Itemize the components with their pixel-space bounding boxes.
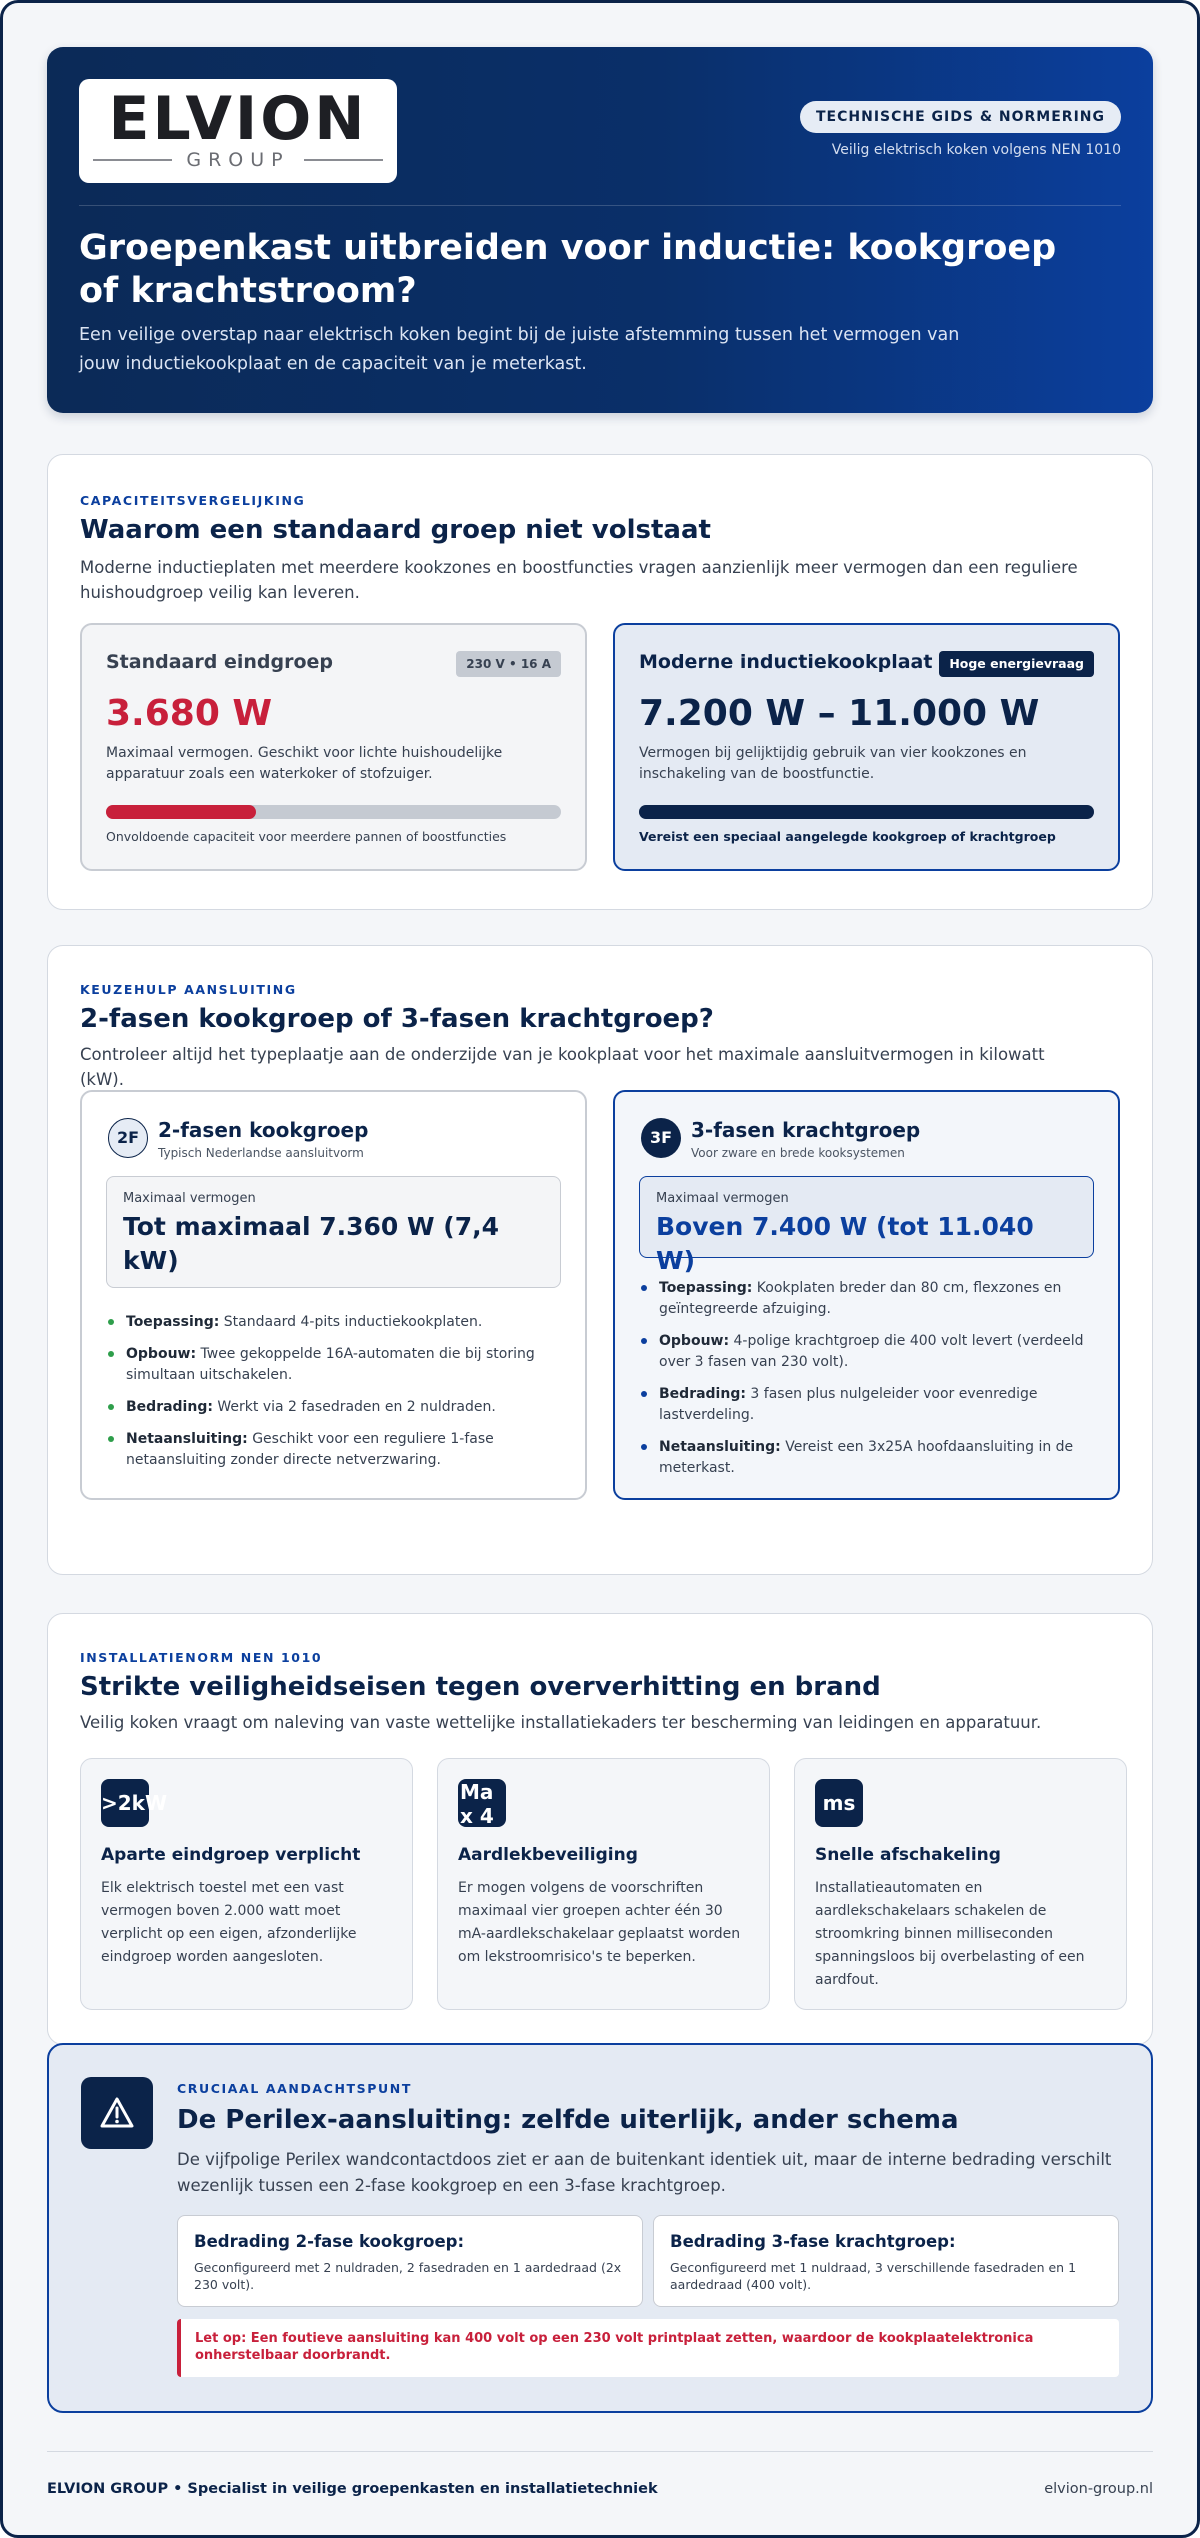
induction-card — [613, 623, 1120, 871]
phases-eyebrow: KEUZEHULP AANSLUITING — [80, 982, 297, 997]
safety-card-afschakeling — [794, 1758, 1127, 2010]
two-phase-list — [106, 1312, 561, 1482]
logo-group-text: GROUP — [186, 149, 290, 171]
standard-group-note: Onvoldoende capaciteit voor meerdere pannen of boostfuncties — [106, 829, 507, 844]
three-phase-card — [613, 1090, 1120, 1500]
standard-capacity-bar — [106, 805, 561, 819]
safety-card-title: Aparte eindgroep verplicht — [101, 1845, 361, 1865]
two-phase-icon: 2F — [108, 1118, 148, 1158]
footer-website-link[interactable]: elvion-group.nl — [1044, 2481, 1153, 2497]
wiring-card-title: Bedrading 2-fase kookgroep: — [194, 2232, 465, 2251]
induction-title: Moderne inductiekookplaat — [639, 651, 933, 673]
safety-card-text: Er mogen volgens de voorschriften maximaal vier groepen achter één 30 mA-aardlekschakelaar geplaatst worden om lekstroomrisico's te beperken. — [458, 1880, 741, 1965]
phases-title: 2-fasen kookgroep of 3-fasen krachtgroep? — [80, 1004, 714, 1034]
phases-description: Controleer altijd het typeplaatje aan de onderzijde van je kookplaat voor het maximale aansluitvermogen in kilowatt (kW). — [80, 1045, 1045, 1089]
wiring-card-text: Geconfigureerd met 2 nuldraden, 2 fasedraden en 1 aardedraad (2x 230 volt). — [194, 2260, 622, 2292]
three-phase-title: 3-fasen krachtgroep — [691, 1118, 921, 1142]
safety-description: Veilig koken vraagt om naleving van vaste wettelijke installatiekaders ter bescherming van leidingen en apparatuur. — [80, 1713, 1042, 1732]
capacity-title: Waarom een standaard groep niet volstaat — [80, 515, 711, 545]
induction-value: 7.200 W – 11.000 W — [639, 693, 1040, 734]
bullet-dot — [108, 1436, 114, 1442]
safety-card-title: Aardlekbeveiliging — [458, 1845, 638, 1865]
three-phase-power-label: Maximaal vermogen — [656, 1191, 789, 1206]
safety-card-eindgroep — [80, 1758, 413, 2010]
perilex-description: De vijfpolige Perilex wandcontactdoos ziet er aan de buitenkant identiek uit, maar de interne bedrading verschilt wezenlijk tussen een 2-fase kookgroep en een 3-fase krachtgroep. — [177, 2150, 1112, 2195]
item-label: Toepassing: — [126, 1314, 220, 1330]
induction-text: Vermogen bij gelijktijdig gebruik van vier kookzones en inschakeling van de boostfunctie. — [639, 745, 1027, 782]
hero-divider — [79, 205, 1121, 206]
list-item — [106, 1397, 561, 1418]
standard-capacity-fill — [106, 805, 256, 819]
induction-tag: Hoge energievraag — [939, 651, 1094, 677]
item-text: Vereist een 3x25A hoofdaansluiting in de meterkast. — [659, 1439, 1074, 1476]
item-text: 4-polige krachtgroep die 400 volt levert (verdeeld over 3 fasen van 230 volt). — [659, 1333, 1084, 1370]
safety-card-title: Snelle afschakeling — [815, 1845, 1001, 1865]
page-subtitle: Een veilige overstap naar elektrisch koken begint bij de juiste afstemming tussen het vermogen van jouw inductiekookplaat en de capaciteit van je meterkast. — [79, 325, 960, 374]
list-item — [639, 1278, 1094, 1320]
logo-wordmark: ELVION — [108, 84, 368, 154]
capacity-eyebrow: CAPACITEITSVERGELIJKING — [80, 493, 306, 508]
bullet-dot — [641, 1338, 647, 1344]
list-item — [639, 1437, 1094, 1479]
standard-group-tag: 230 V • 16 A — [456, 651, 561, 677]
bullet-dot — [108, 1319, 114, 1325]
two-phase-title: 2-fasen kookgroep — [158, 1118, 369, 1142]
capacity-section — [47, 454, 1153, 910]
three-phase-subtitle: Voor zware en brede kooksystemen — [691, 1146, 905, 1160]
perilex-warning-alert: Let op: Een foutieve aansluiting kan 400 volt op een 230 volt printplaat zetten, waardoor de kookplaatelektronica onherstelbaar doorbrandt. — [177, 2319, 1119, 2377]
bullet-dot — [108, 1404, 114, 1410]
induction-capacity-fill — [639, 805, 1094, 819]
warning-triangle-icon — [81, 2077, 153, 2149]
max-groups-icon: Max 4 — [458, 1779, 506, 1827]
item-text: Twee gekoppelde 16A-automaten die bij storing simultaan uitschakelen. — [126, 1346, 535, 1383]
power-limit-icon: >2kW — [101, 1779, 149, 1827]
perilex-callout — [47, 2043, 1153, 2413]
list-item — [106, 1312, 561, 1333]
wiring-2-phase-card — [177, 2215, 643, 2307]
logo-subline — [93, 149, 383, 171]
standard-group-card — [80, 623, 587, 871]
three-phase-list — [639, 1278, 1094, 1490]
induction-capacity-bar — [639, 805, 1094, 819]
item-label: Netaansluiting: — [659, 1439, 781, 1455]
item-label: Netaansluiting: — [126, 1431, 248, 1447]
bullet-dot — [641, 1444, 647, 1450]
perilex-title: De Perilex-aansluiting: zelfde uiterlijk, ander schema — [177, 2105, 959, 2135]
list-item — [106, 1344, 561, 1386]
item-label: Opbouw: — [126, 1346, 197, 1362]
perilex-eyebrow: CRUCIAAL AANDACHTSPUNT — [177, 2081, 412, 2096]
wiring-card-text: Geconfigureerd met 1 nuldraad, 3 verschillende fasedraden en 1 aardedraad (400 volt). — [670, 2260, 1077, 2292]
safety-eyebrow: INSTALLATIENORM NEN 1010 — [80, 1650, 323, 1665]
guide-badge: TECHNISCHE GIDS & NORMERING — [800, 101, 1121, 133]
item-text: Standaard 4-pits inductiekookplaten. — [219, 1314, 483, 1330]
milliseconds-icon: ms — [815, 1779, 863, 1827]
bullet-dot — [641, 1391, 647, 1397]
three-phase-icon: 3F — [641, 1118, 681, 1158]
logo-line-left — [93, 159, 172, 161]
footer-divider — [47, 2451, 1153, 2452]
phases-section — [47, 945, 1153, 1575]
logo-line-right — [304, 159, 383, 161]
two-phase-subtitle: Typisch Nederlandse aansluitvorm — [158, 1146, 364, 1160]
page-title: Groepenkast uitbreiden voor inductie: kookgroep of krachtstroom? — [79, 228, 1057, 311]
three-phase-power-value: Boven 7.400 W (tot 11.040 W) — [656, 1212, 1034, 1275]
safety-card-text: Elk elektrisch toestel met een vast vermogen boven 2.000 watt moet verplicht op een eigen, afzonderlijke eindgroep worden aangesloten. — [101, 1880, 357, 1965]
list-item — [639, 1331, 1094, 1373]
bullet-dot — [108, 1351, 114, 1357]
standard-group-value: 3.680 W — [106, 693, 273, 734]
wiring-card-title: Bedrading 3-fase krachtgroep: — [670, 2232, 956, 2251]
two-phase-power-box — [106, 1176, 561, 1288]
capacity-description: Moderne inductieplaten met meerdere kookzones en boostfuncties vragen aanzienlijk meer vermogen dan een reguliere huishoudgroep veilig kan leveren. — [80, 558, 1078, 602]
list-item — [639, 1384, 1094, 1426]
guide-badge-subtitle: Veilig elektrisch koken volgens NEN 1010 — [831, 142, 1121, 158]
safety-card-aardlek — [437, 1758, 770, 2010]
item-text: 3 fasen plus nulgeleider voor evenredige lastverdeling. — [659, 1386, 1038, 1423]
item-label: Opbouw: — [659, 1333, 730, 1349]
two-phase-power-label: Maximaal vermogen — [123, 1191, 256, 1206]
hero-header — [47, 47, 1153, 413]
list-item — [106, 1429, 561, 1471]
bullet-dot — [641, 1285, 647, 1291]
three-phase-power-box — [639, 1176, 1094, 1275]
item-text: Werkt via 2 fasedraden en 2 nuldraden. — [212, 1399, 496, 1415]
safety-card-text: Installatieautomaten en aardlekschakelaars schakelen de stroomkring binnen milliseconden spanningsloos bij overbelasting of een aardfout. — [815, 1880, 1085, 1988]
induction-note: Vereist een speciaal aangelegde kookgroep of krachtgroep — [639, 829, 1056, 844]
content-wrapper — [47, 47, 1153, 2497]
item-text: Geschikt voor een reguliere 1-fase netaansluiting zonder directe netverzwaring. — [126, 1431, 494, 1468]
item-label: Toepassing: — [659, 1280, 753, 1296]
item-label: Bedrading: — [126, 1399, 213, 1415]
safety-title: Strikte veiligheidseisen tegen oververhitting en brand — [80, 1672, 881, 1702]
item-label: Bedrading: — [659, 1386, 746, 1402]
two-phase-card — [80, 1090, 587, 1500]
wiring-3-phase-card — [653, 2215, 1119, 2307]
safety-section — [47, 1613, 1153, 2045]
standard-group-title: Standaard eindgroep — [106, 651, 333, 673]
footer-company: ELVION GROUP • Specialist in veilige groepenkasten en installatietechniek — [47, 2481, 658, 2497]
item-text: Kookplaten breder dan 80 cm, flexzones en geïntegreerde afzuiging. — [659, 1280, 1062, 1317]
standard-group-text: Maximaal vermogen. Geschikt voor lichte huishoudelijke apparatuur zoals een waterkoker of stofzuiger. — [106, 745, 503, 782]
two-phase-power-value: Tot maximaal 7.360 W (7,4 kW) — [123, 1212, 500, 1275]
elvion-logo[interactable] — [79, 79, 397, 183]
